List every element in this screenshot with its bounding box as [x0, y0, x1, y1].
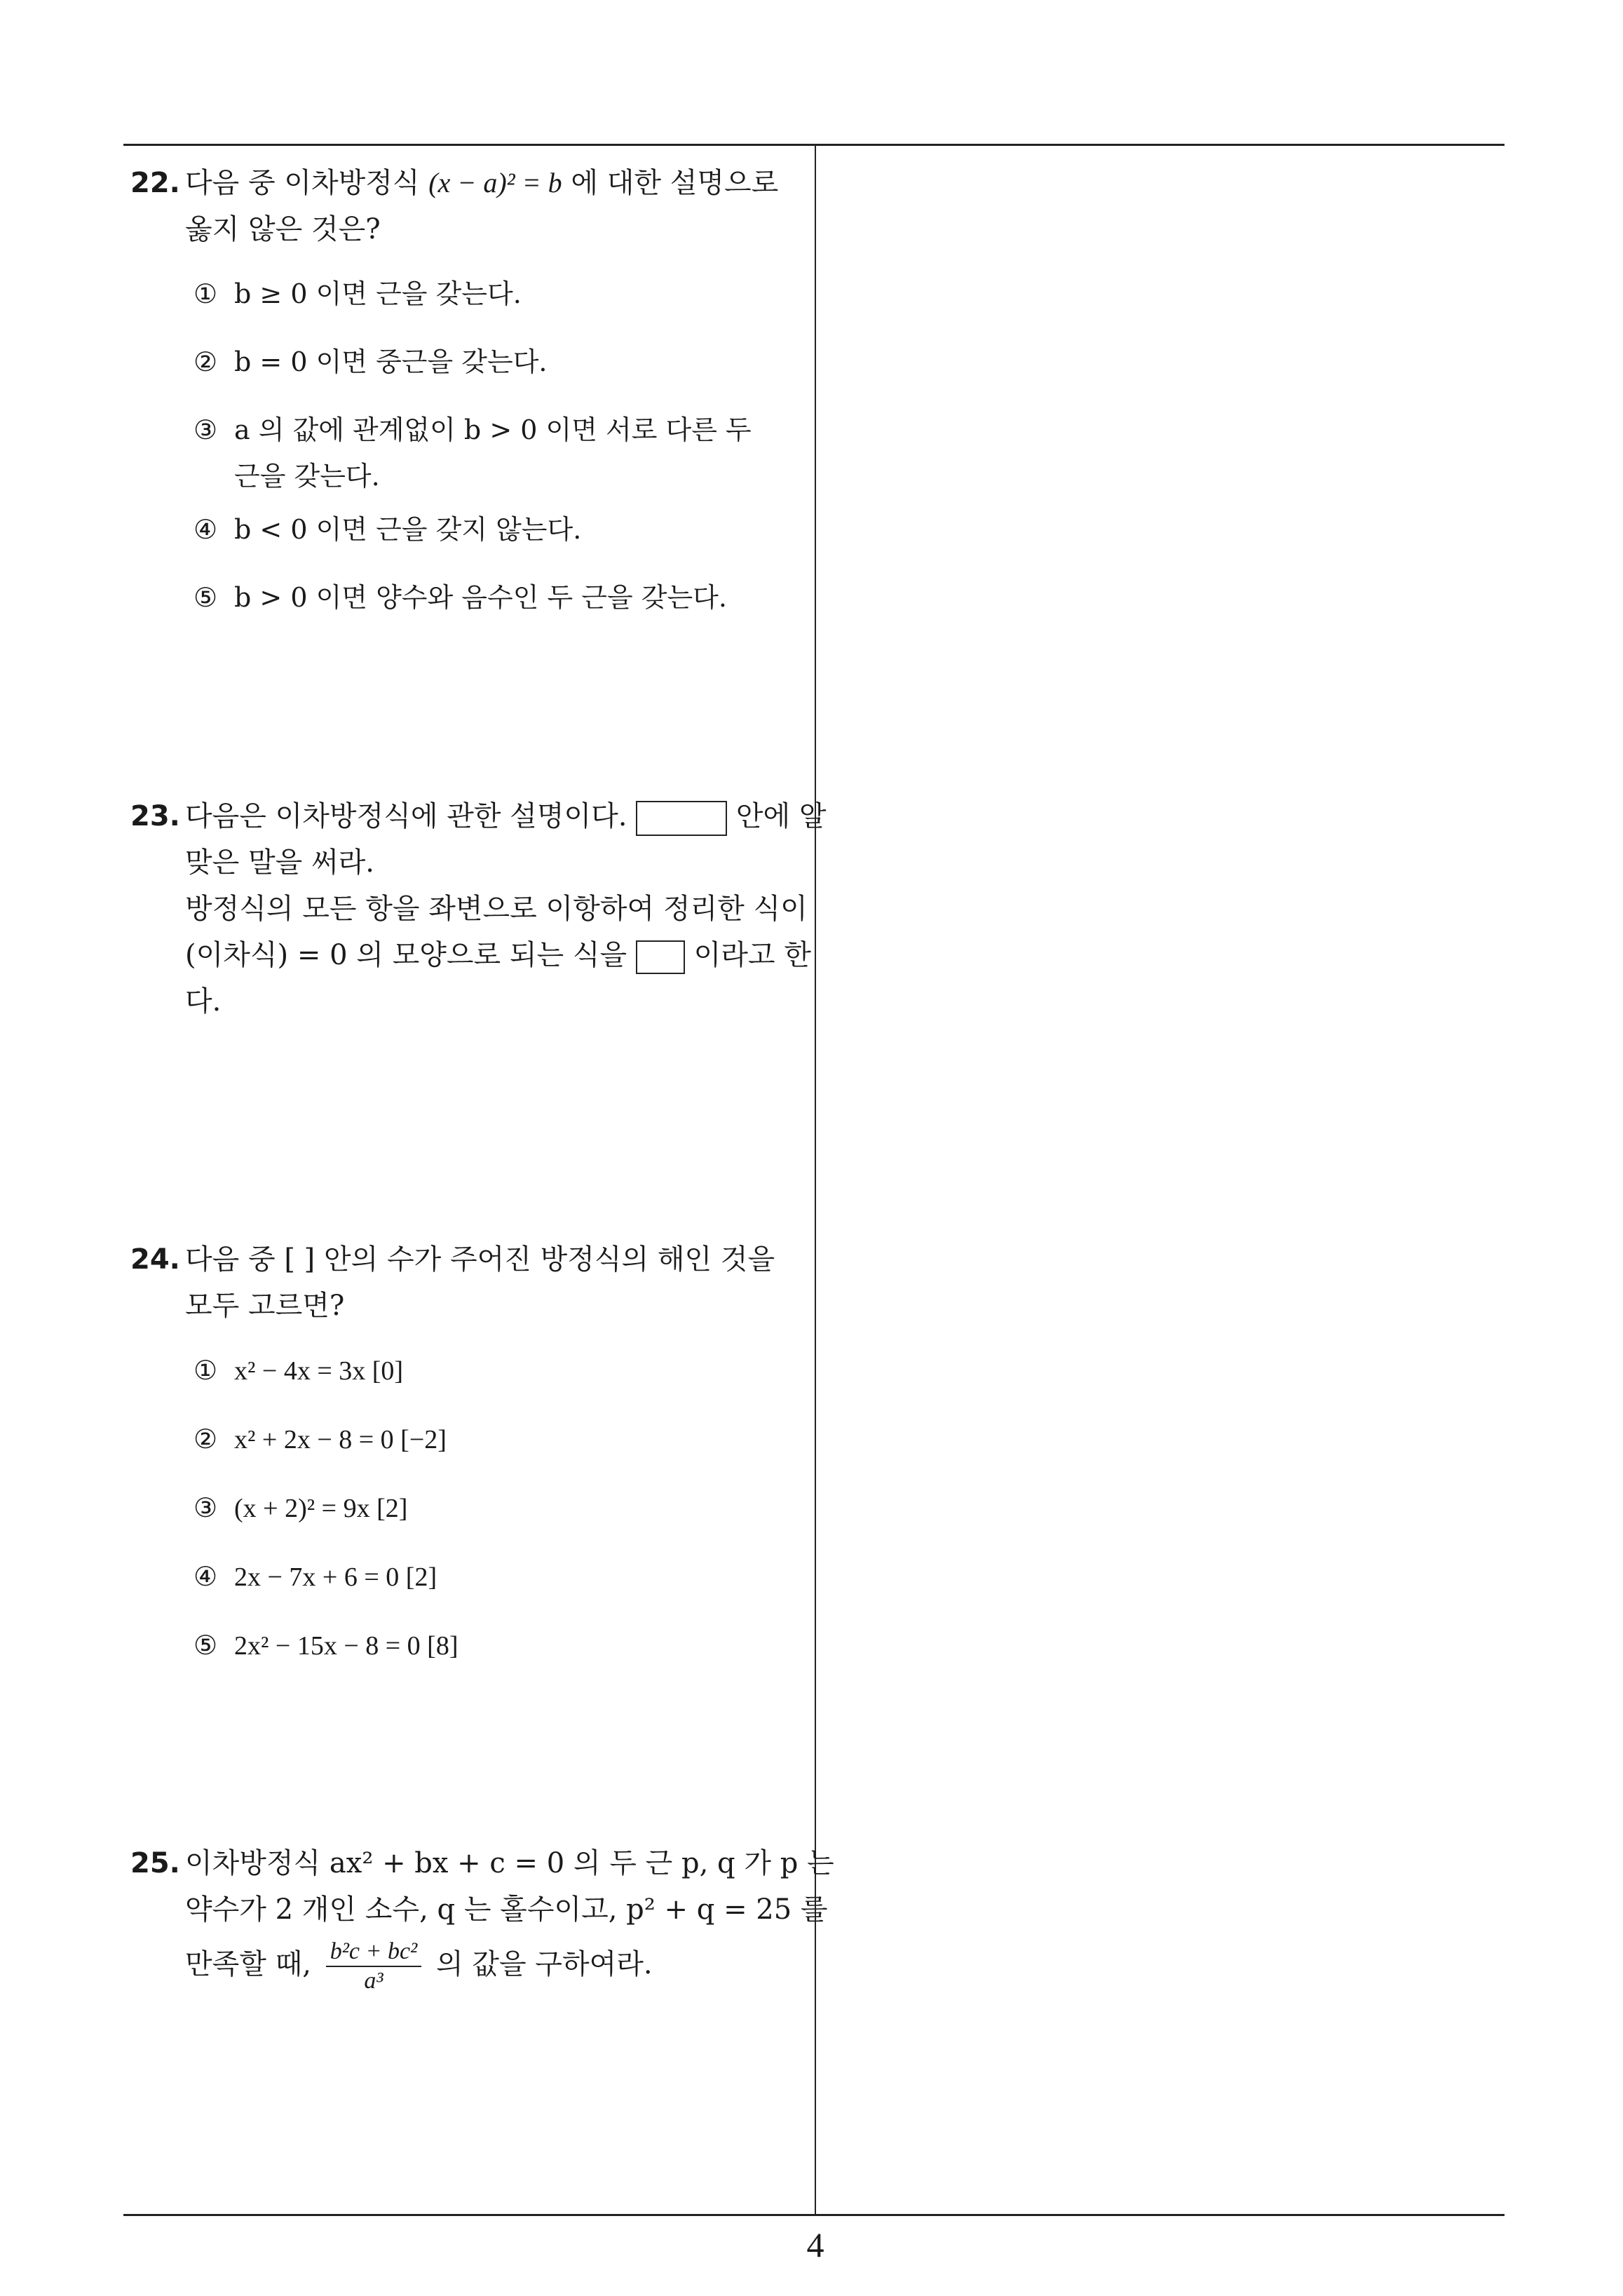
fraction-denominator: a³	[364, 1968, 383, 1994]
question-22: 22. 다음 중 이차방정식 (x − a)² = b 에 대한 설명으로 옳지 않은 것은? ① b ≥ 0 이면 근을 갖는다. ② b = 0 이면 중근을 갖는다. ③ a 의 값에 관계없이 b > 0 이면 서로 다른 두 근을 갖는다. ④ b < 0 이면 근을 갖지 않는다. ⑤ b > 0 이면 양수와 음수인 두 근을 갖는다.	[130, 160, 803, 642]
choice-2: ② b = 0 이면 중근을 갖는다.	[193, 346, 548, 377]
question-25: 25. 이차방정식 ax² + bx + c = 0 의 두 근 p, q 가 p 는 약수가 2 개인 소수, q 는 홀수이고, p² + q = 25 를 만족할 때, $\frac{\text{b²c + bc²}}{\text{a³}}$ 의 값을 구하여라.	[130, 1840, 803, 1996]
equation: (x − a)² = b	[428, 167, 562, 198]
question-number: 22.	[130, 167, 180, 199]
choice-3: ③ a 의 값에 관계없이 b > 0 이면 서로 다른 두 근을 갖는다.	[193, 414, 752, 492]
choice-1: ① b ≥ 0 이면 근을 갖는다.	[193, 278, 522, 309]
question-number: 25.	[130, 1847, 180, 1879]
answer-box-small[interactable]	[636, 940, 685, 974]
bottom-rule	[123, 2214, 1505, 2216]
choice-4: ④ b < 0 이면 근을 갖지 않는다.	[193, 514, 582, 545]
choice-4: ④ 2x − 7x + 6 = 0 [2]	[193, 1561, 437, 1592]
choice-list	[130, 1347, 803, 1669]
fraction-numerator: b²c + bc²	[326, 1938, 422, 1967]
choice-2: ② x² + 2x − 8 = 0 [−2]	[193, 1424, 447, 1454]
question-23: 23. 다음은 이차방정식에 관한 설명이다. 안에 알 맞은 말을 써라. 방정식의 모든 항을 좌변으로 이항하여 정리한 식이 (이차식) = 0 의 모양으로 되는 식을 이라고 한 다.	[130, 793, 803, 1025]
choice-5: ⑤ 2x² − 15x − 8 = 0 [8]	[193, 1630, 459, 1661]
question-number: 23.	[130, 800, 180, 832]
question-number: 24.	[130, 1243, 180, 1276]
page-number: 4	[806, 2225, 824, 2264]
choice-3: ③ (x + 2)² = 9x [2]	[193, 1492, 408, 1523]
top-rule	[123, 144, 1505, 146]
question-24: 24. 다음 중 [ ] 안의 수가 주어진 방정식의 해인 것을 모두 고르면? ① x² − 4x = 3x [0] ② x² + 2x − 8 = 0 [−2] ③ (x + 2)² = 9x [2] ④ 2x − 7x + 6 = 0 [2] ⑤ 2x² − 15x − 8 = 0 [8]	[130, 1236, 803, 1691]
fraction	[326, 1938, 422, 1995]
choice-1: ① x² − 4x = 3x [0]	[193, 1355, 404, 1386]
choice-list	[130, 271, 803, 621]
answer-box[interactable]	[636, 801, 727, 836]
choice-5: ⑤ b > 0 이면 양수와 음수인 두 근을 갖는다.	[193, 582, 727, 613]
